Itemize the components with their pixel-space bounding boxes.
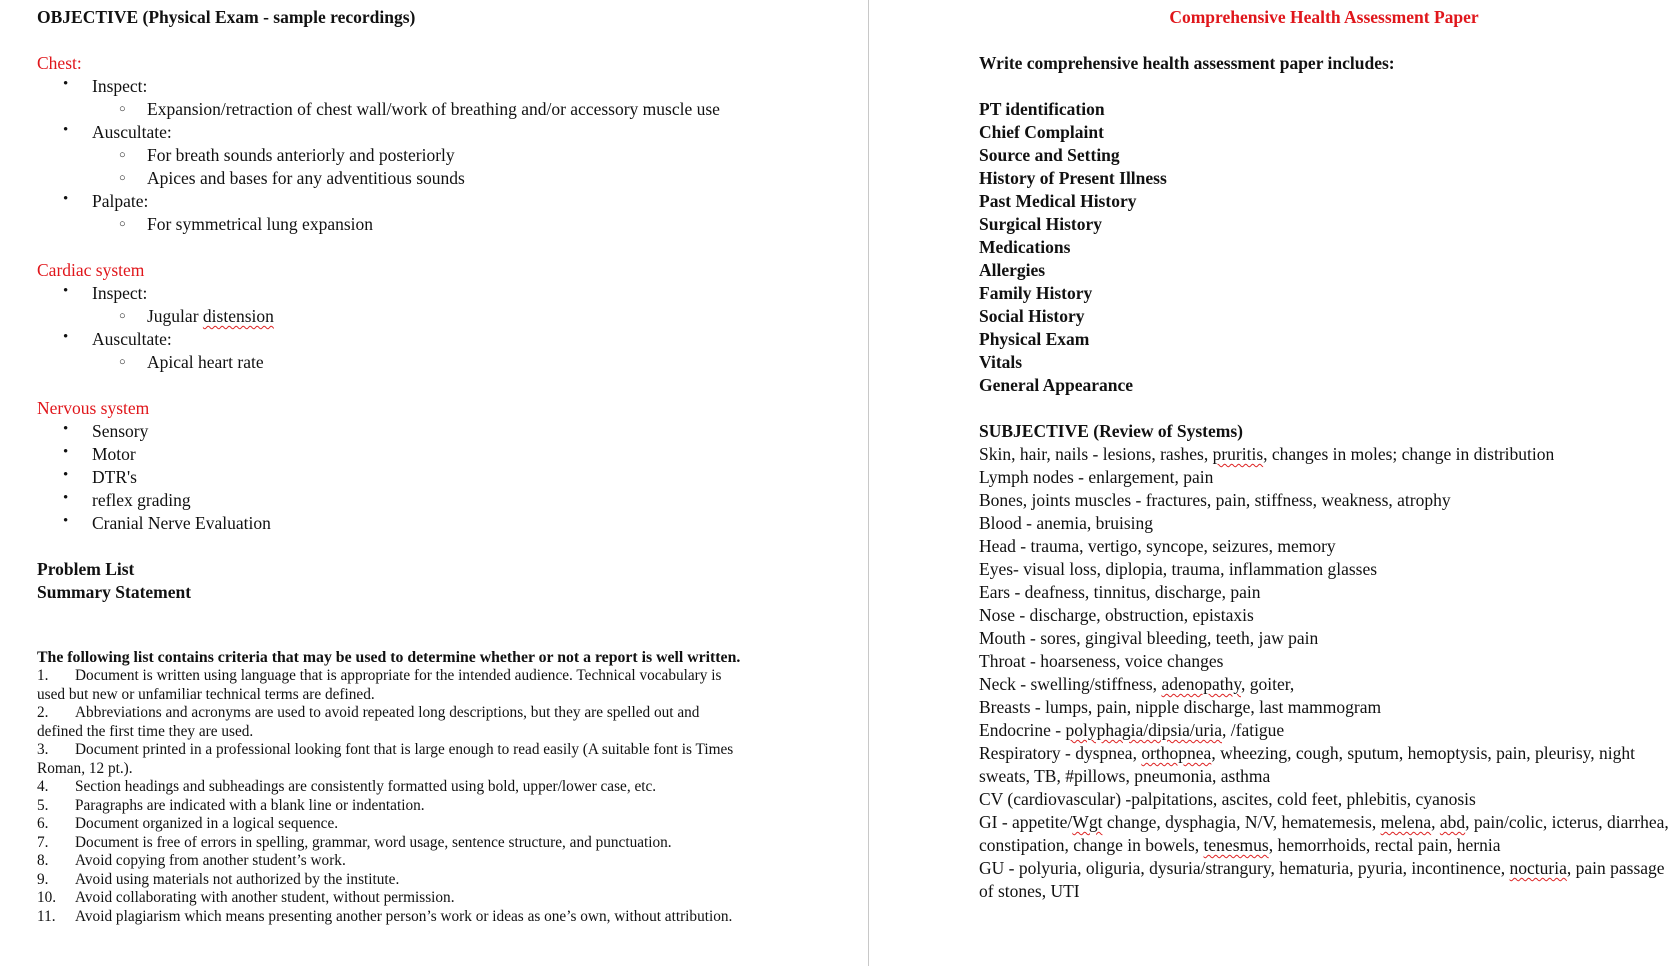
section-item: Family History [979,283,1093,303]
problem-list: Problem List [37,559,135,579]
section-item: Past Medical History [979,191,1137,211]
criteria-item [37,778,747,797]
section-item: Social History [979,306,1085,326]
criteria-number: 5. [37,796,49,814]
ros-respiratory [979,742,1678,788]
criteria-item [37,834,747,853]
right-page [869,0,1678,966]
section-item: Surgical History [979,214,1102,234]
section-list [979,98,1669,397]
criteria-item [37,889,747,908]
cardiac-inspect-sub [37,305,837,328]
section-item: Allergies [979,260,1046,280]
criteria-number: 3. [37,741,49,758]
ros-lymph: Lymph nodes - enlargement, pain [979,467,1214,487]
spellcheck-word: orthopnea [1141,743,1212,763]
criteria-heading: The following list contains criteria that may be used to determine whether or not a report is well written. [37,649,741,666]
criteria-number: 2. [37,704,49,721]
text-fragment: , wheezing, cough, sputum, hemoptysis, pain, pleurisy, night sweats, TB, #pillows, pneumonia, asthma [979,743,1635,786]
nervous-item: • reflex grading [37,489,837,512]
criteria-text: Avoid using materials not authorized by the institute. [75,870,400,888]
criteria-number: 1. [37,667,49,684]
criteria-item [37,667,747,704]
text-fragment: GI - appetite/ [979,812,1073,832]
nervous-item: • Sensory [37,420,837,443]
text-fragment: , /fatigue [1222,720,1285,740]
text-fragment: Jugular [147,306,203,326]
section-item: Vitals [979,352,1023,372]
nervous-item: • Motor [37,443,837,466]
section-item: Chief Complaint [979,122,1104,142]
criteria-item [37,797,747,816]
criteria-text: Abbreviations and acronyms are used to avoid repeated long descriptions, but they are spelled out and defined the first time they are used. [37,704,700,740]
ros-gi [979,811,1678,857]
spellcheck-word: tenesmus [1203,835,1269,855]
cardiac-title: Cardiac system [37,260,145,280]
criteria-item [37,704,747,741]
nervous-item: • DTR's [37,466,837,489]
cardiac-auscultate: • Auscultate: [37,328,837,351]
criteria-number: 4. [37,778,49,795]
paper-title: Comprehensive Health Assessment Paper [1169,7,1479,27]
ros-nose: Nose - discharge, obstruction, epistaxis [979,605,1254,625]
text-fragment: , pain/colic, icterus, diarrhea, constipation, change in bowels, [979,812,1669,855]
text-fragment: , pain passage of stones, UTI [979,858,1665,901]
criteria-number: 10. [37,889,57,906]
text-fragment: , changes in moles; change in distribution [1263,444,1555,464]
cardiac-inspect: • Inspect: [37,282,837,305]
objective-heading: OBJECTIVE (Physical Exam - sample recordings) [37,7,416,27]
ros-heading: SUBJECTIVE (Review of Systems) [979,421,1243,441]
criteria-number: 7. [37,833,49,851]
criteria-number: 8. [37,852,49,869]
ros-breasts: Breasts - lumps, pain, nipple discharge, last mammogram [979,697,1382,717]
ros-ears: Ears - deafness, tinnitus, discharge, pain [979,582,1261,602]
chest-inspect: • Inspect: [37,75,837,98]
criteria-item [37,871,747,890]
chest-title: Chest: [37,53,82,73]
criteria-text: Avoid copying from another student’s work. [75,852,346,869]
chest-inspect-sub: ○ Expansion/retraction of chest wall/work of breathing and/or accessory muscle use [37,98,837,121]
nervous-item: • Cranial Nerve Evaluation [37,512,837,535]
text-fragment: GU - polyuria, oliguria, dysuria/strangury, hematuria, pyuria, incontinence, [979,858,1510,878]
ros-head: Head - trauma, vertigo, syncope, seizures, memory [979,536,1336,556]
text-fragment: change, dysphagia, N/V, hematemesis, [1102,812,1381,832]
ros-throat: Throat - hoarseness, voice changes [979,651,1224,671]
ros-cv: CV (cardiovascular) -palpitations, ascites, cold feet, phlebitis, cyanosis [979,789,1476,809]
section-item: PT identification [979,99,1105,119]
section-item: Source and Setting [979,145,1120,165]
spellcheck-word: polyphagia/dipsia/uria [1065,720,1222,740]
section-item: Medications [979,237,1071,257]
spellcheck-word: nocturia [1509,858,1567,878]
criteria-list [37,667,837,926]
ros-endocrine [979,719,1669,742]
criteria-item [37,815,747,834]
criteria-item [37,852,747,871]
spellcheck-word: adenopathy [1161,674,1241,694]
text-fragment: , hemorrhoids, rectal pain, hernia [1268,835,1501,855]
summary-statement: Summary Statement [37,582,192,602]
text-fragment: Neck - swelling/stiffness, [979,674,1162,694]
spellcheck-word: distension [202,306,274,326]
criteria-text: Document organized in a logical sequence. [75,815,339,832]
criteria-text: Document is free of errors in spelling, grammar, word usage, sentence structure, and punctuation. [75,833,672,851]
paper-intro: Write comprehensive health assessment paper includes: [979,53,1395,73]
nervous-title: Nervous system [37,398,150,418]
section-item: History of Present Illness [979,168,1167,188]
criteria-text: Document is written using language that is appropriate for the intended audience. Technical vocabulary is used but new or unfamiliar technical terms are defined. [37,667,722,703]
criteria-text: Section headings and subheadings are consistently formatted using bold, upper/lower case, etc. [75,778,657,795]
ros-blood: Blood - anemia, bruising [979,513,1154,533]
chest-auscultate-sub2: ○ Apices and bases for any adventitious sounds [37,167,837,190]
chest-palpate: • Palpate: [37,190,837,213]
section-item: Physical Exam [979,329,1090,349]
ros-eyes: Eyes- visual loss, diplopia, trauma, inflammation glasses [979,559,1378,579]
ros-bones: Bones, joints muscles - fractures, pain, stiffness, weakness, atrophy [979,490,1451,510]
ros-mouth: Mouth - sores, gingival bleeding, teeth, jaw pain [979,628,1319,648]
criteria-item [37,908,747,927]
spellcheck-word: Wgt [1072,812,1103,832]
cardiac-auscultate-sub: ○ Apical heart rate [37,351,837,374]
criteria-text: Avoid collaborating with another student, without permission. [75,889,455,906]
section-item: General Appearance [979,375,1134,395]
ros-skin [979,443,1669,466]
text-fragment: , goiter, [1240,674,1295,694]
criteria-item [37,741,747,778]
chest-auscultate-sub1: ○ For breath sounds anteriorly and posteriorly [37,144,837,167]
criteria-number: 6. [37,815,49,832]
criteria-text: Paragraphs are indicated with a blank line or indentation. [75,796,425,814]
text-fragment: Skin, hair, nails - lesions, rashes, [979,444,1213,464]
text-fragment: Endocrine - [979,720,1066,740]
text-fragment: , [1431,812,1440,832]
chest-auscultate: • Auscultate: [37,121,837,144]
criteria-number: 11. [37,907,56,925]
criteria-text: Document printed in a professional looking font that is large enough to read easily (A suitable font is Times Roman, 12 pt.). [37,741,734,777]
spellcheck-word: abd [1439,812,1466,832]
spellcheck-word: pruritis [1212,444,1264,464]
chest-palpate-sub: ○ For symmetrical lung expansion [37,213,837,236]
ros-neck [979,673,1669,696]
spellcheck-word: melena [1380,812,1432,832]
ros-gu [979,857,1678,903]
criteria-number: 9. [37,870,49,888]
criteria-text: Avoid plagiarism which means presenting another person’s work or ideas as one’s own, without attribution. [75,907,733,925]
text-fragment: Respiratory - dyspnea, [979,743,1142,763]
